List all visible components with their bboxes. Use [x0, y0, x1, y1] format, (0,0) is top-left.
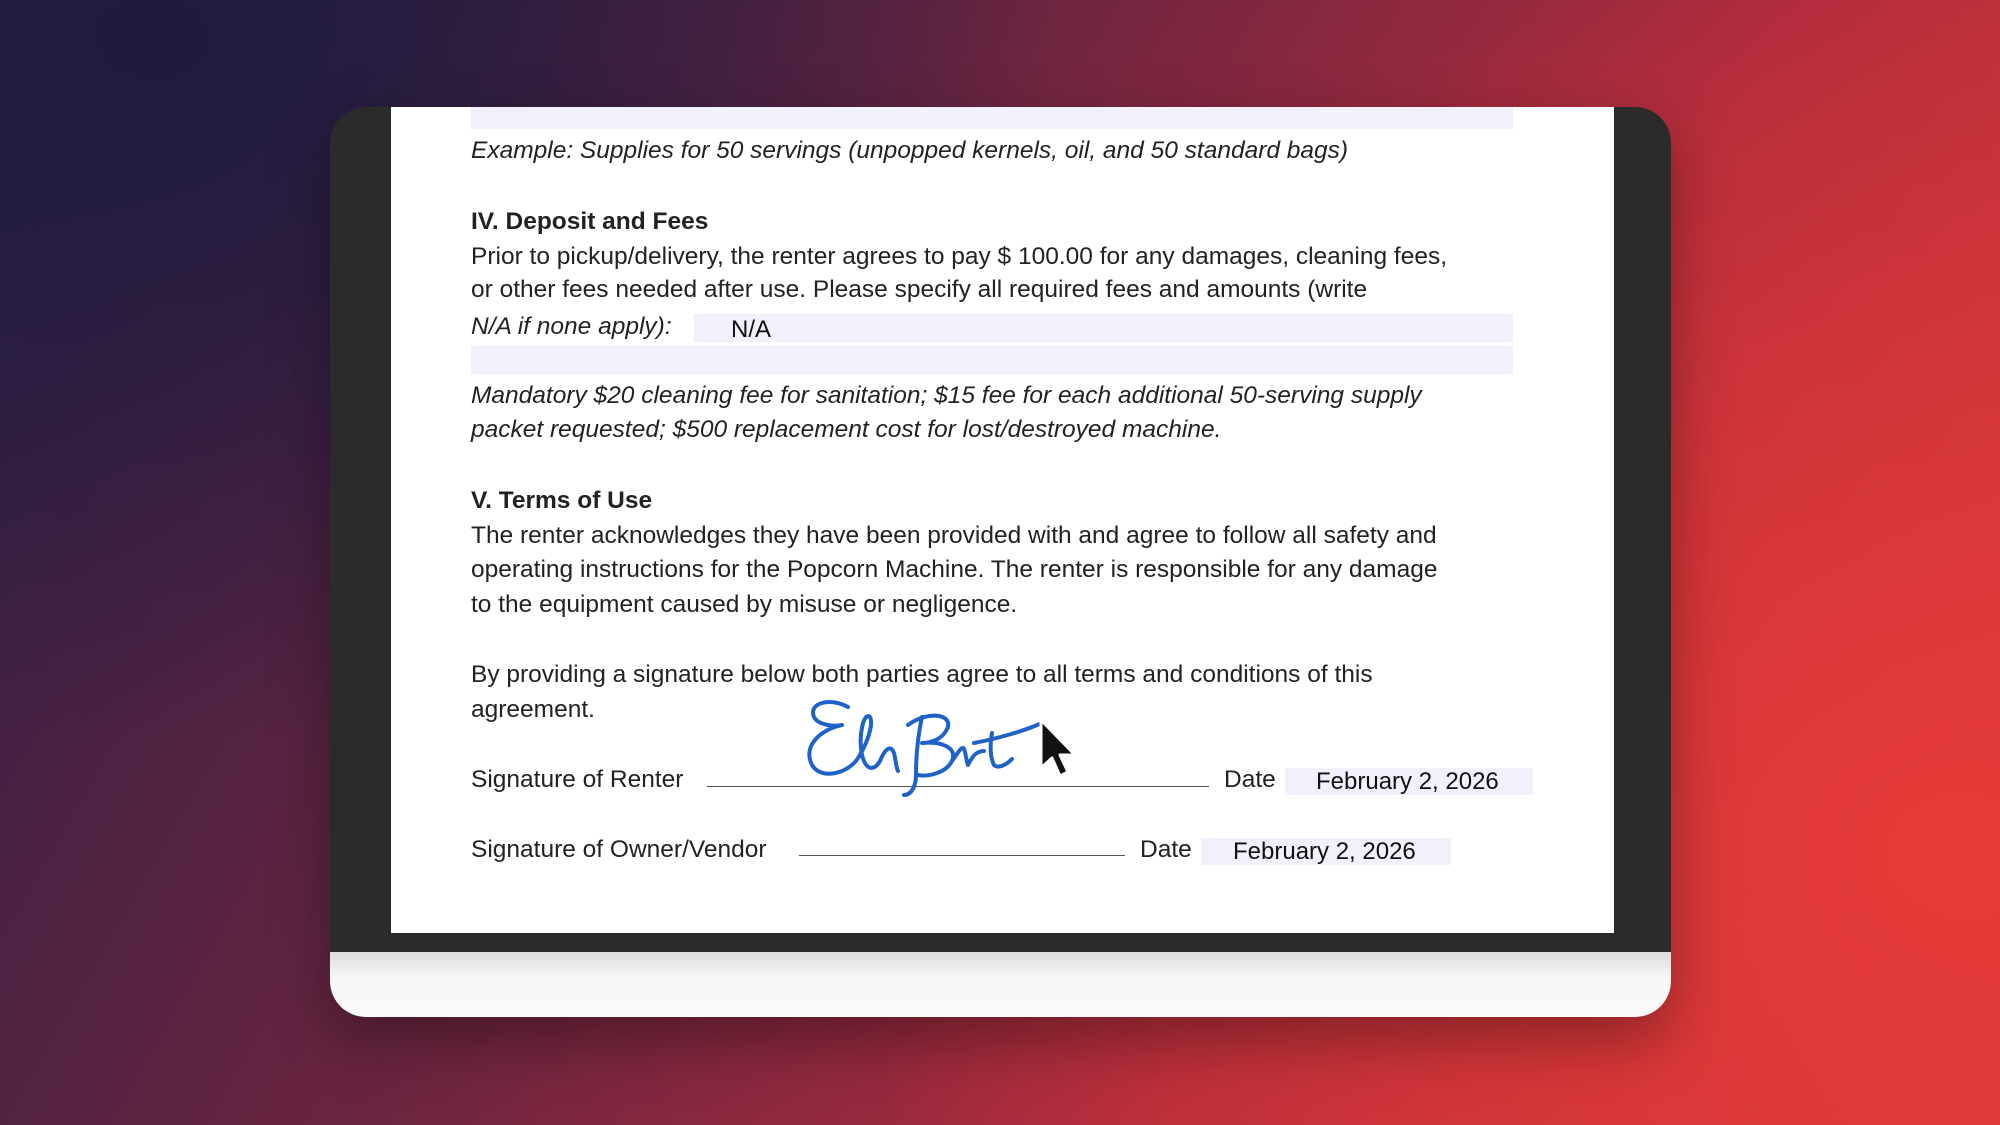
agreement-line2: agreement.: [471, 696, 595, 723]
agreement-line1: By providing a signature below both parties agree to all terms and conditions of this: [471, 661, 1373, 688]
supplies-field-top[interactable]: [471, 107, 1513, 129]
section-iv-line2: or other fees needed after use. Please specify all required fees and amounts (write: [471, 276, 1368, 303]
renter-handwritten-signature: [800, 695, 1060, 800]
section-v-line3: to the equipment caused by misuse or negligence.: [471, 591, 1018, 618]
section-iv-line1: Prior to pickup/delivery, the renter agrees to pay $ 100.00 for any damages, cleaning fees,: [471, 243, 1448, 270]
owner-signature-line[interactable]: [799, 855, 1125, 856]
section-v-line2: operating instructions for the Popcorn Machine. The renter is responsible for any damage: [471, 556, 1438, 583]
section-v-heading: V. Terms of Use: [471, 487, 653, 514]
fees-prompt-label: N/A if none apply):: [471, 313, 672, 340]
owner-date-label: Date: [1140, 836, 1192, 863]
renter-date-label: Date: [1224, 766, 1276, 793]
fees-input-field[interactable]: [694, 314, 1513, 342]
section-v-line1: The renter acknowledges they have been provided with and agree to follow all safety and: [471, 522, 1437, 549]
owner-signature-label: Signature of Owner/Vendor: [471, 836, 767, 863]
arrow-cursor-icon: [1038, 718, 1080, 782]
fees-example-line2: packet requested; $500 replacement cost for lost/destroyed machine.: [471, 416, 1222, 443]
fees-input-value: N/A: [731, 316, 772, 343]
owner-date-value: February 2, 2026: [1233, 838, 1416, 865]
renter-date-value: February 2, 2026: [1316, 768, 1499, 795]
renter-signature-label: Signature of Renter: [471, 766, 684, 793]
supplies-example-text: Example: Supplies for 50 servings (unpopped kernels, oil, and 50 standard bags): [471, 137, 1349, 164]
section-iv-heading: IV. Deposit and Fees: [471, 208, 709, 235]
fees-input-field-second-line[interactable]: [471, 346, 1513, 374]
fees-example-line1: Mandatory $20 cleaning fee for sanitation; $15 fee for each additional 50-serving supply: [471, 382, 1422, 409]
